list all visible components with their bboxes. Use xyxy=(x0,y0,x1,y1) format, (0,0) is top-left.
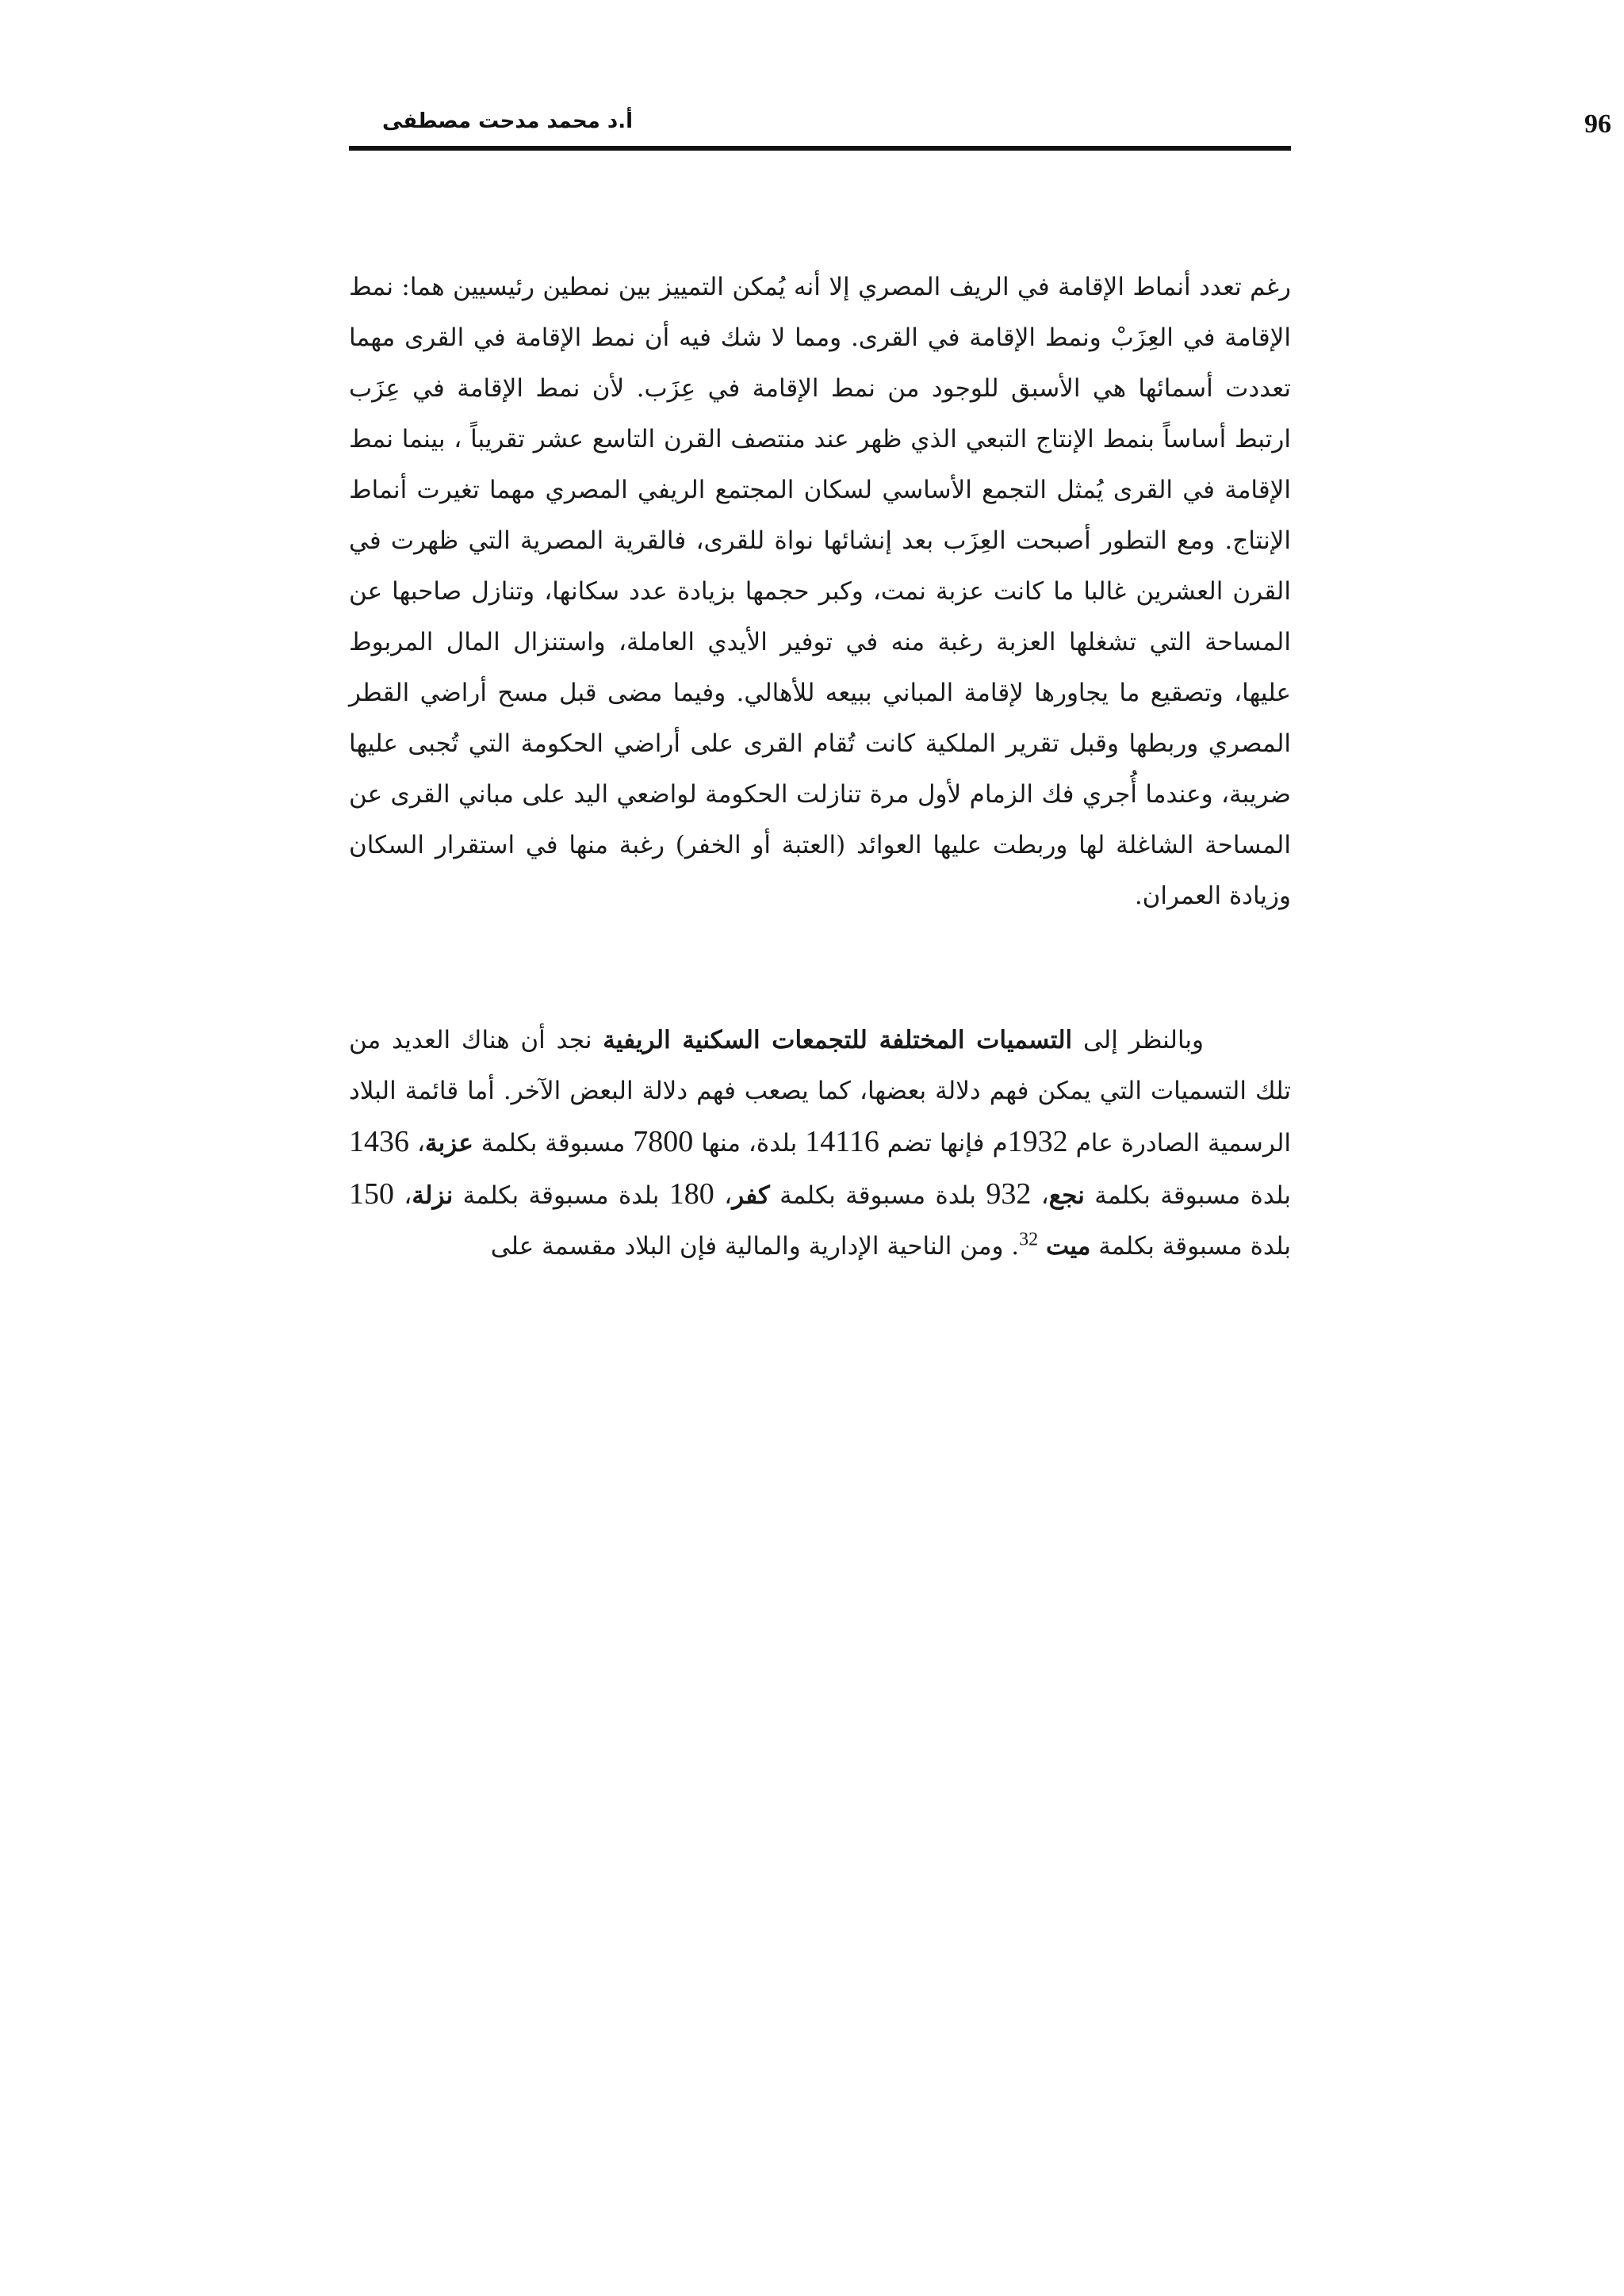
p2-prefix-mit: بلدة مسبوقة بكلمة xyxy=(1098,1232,1291,1261)
p2-word-ezba: عزبة xyxy=(424,1129,473,1158)
p2-word-mit: ميت xyxy=(1046,1232,1091,1261)
p2-sep-2: ، xyxy=(1040,1181,1049,1210)
p2-count-nag: 1436 xyxy=(349,1125,409,1158)
p2-term-settlements: التسميات المختلفة للتجمعات السكنية الريفية xyxy=(603,1026,1073,1054)
p2-prefix-kafr: بلدة مسبوقة بكلمة xyxy=(779,1181,976,1210)
running-head-author: أ.د محمد مدحت مصطفى xyxy=(382,109,634,133)
p2-sep-4: ، xyxy=(404,1181,412,1210)
footnote-reference[interactable]: 32 xyxy=(1019,1229,1039,1250)
p2-year: 1932 xyxy=(1007,1125,1068,1158)
p2-count-nazla: 180 xyxy=(668,1177,714,1211)
p2-word-nazla: نزلة xyxy=(412,1181,454,1210)
p2-prefix-nazla: بلدة مسبوقة بكلمة xyxy=(462,1181,660,1210)
paragraph-2 xyxy=(349,1015,1291,1272)
p2-after-term: نجد أن هناك العديد من تلك التسميات التي يمكن فهم دلالة بعضها، كما يصعب فهم دلالة البعض الآخر. أما قائمة البلاد الرسمية الصادرة عام xyxy=(349,1026,1292,1158)
paragraph-1: رغم تعدد أنماط الإقامة في الريف المصري إلا أنه يُمكن التمييز بين نمطين رئيسيين هما: نمط الإقامة في العِزَبْ ونمط الإقامة في القرى. ومما لا شك فيه أن نمط الإقامة في القرى مهما تعددت أسمائها هي الأسبق للوجود من نمط الإقامة في عِزَب. لأن نمط الإقامة في عِزَب ارتبط أساساً بنمط الإنتاج التبعي الذي ظهر عند منتصف القرن التاسع عشر تقريباً ، بينما نمط الإقامة في القرى يُمثل التجمع الأساسي لسكان المجتمع الريفي المصري مهما تغيرت أنماط الإنتاج. ومع التطور أصبحت العِزَب بعد إنشائها نواة للقرى، فالقرية المصرية التي ظهرت في القرن العشرين غالبا ما كانت عزبة نمت، وكبر حجمها بزيادة عدد سكانها، وتنازل صاحبها عن المساحة التي تشغلها العزبة رغبة منه في توفير الأيدي العاملة، واستنزال المال المربوط عليها، وتصقيع ما يجاورها لإقامة المباني ببيعه للأهالي. وفيما مضى قبل مسح أراضي القطر المصري وربطها وقبل تقرير الملكية كانت تُقام القرى على أراضي الحكومة التي تُجبى عليها ضريبة، وعندما أُجري فك الزمام لأول مرة تنازلت الحكومة لواضعي اليد على مباني القرى عن المساحة الشاغلة لها وربطت عليها العوائد (العتبة أو الخفر) رغبة منها في استقرار السكان وزيادة العمران. xyxy=(349,273,1291,910)
p2-prefix-ezba: مسبوقة بكلمة xyxy=(481,1129,626,1158)
p2-sep-3: ، xyxy=(724,1181,733,1210)
p2-after-total: بلدة، منها xyxy=(701,1129,798,1158)
p2-count-ezba: 7800 xyxy=(633,1125,694,1158)
p2-sep-1: ، xyxy=(416,1129,425,1158)
body-text xyxy=(349,262,1291,1272)
p2-word-kafr: كفر xyxy=(732,1181,770,1210)
page-number: 96 xyxy=(1584,109,1611,139)
page-header xyxy=(349,103,1611,151)
p2-tail: . ومن الناحية الإدارية والمالية فإن البلاد مقسمة على xyxy=(490,1232,1020,1261)
p2-total-count: 14116 xyxy=(805,1125,879,1158)
p2-lead: وبالنظر إلى xyxy=(1082,1026,1204,1054)
p2-count-mit: 150 xyxy=(349,1177,394,1211)
p2-count-kafr: 932 xyxy=(986,1177,1032,1211)
p2-after-year: م فإنها تضم xyxy=(887,1129,1008,1158)
p2-word-nag: نجع xyxy=(1048,1181,1085,1210)
header-rule xyxy=(349,146,1291,151)
p2-prefix-nag: بلدة مسبوقة بكلمة xyxy=(1094,1181,1292,1210)
